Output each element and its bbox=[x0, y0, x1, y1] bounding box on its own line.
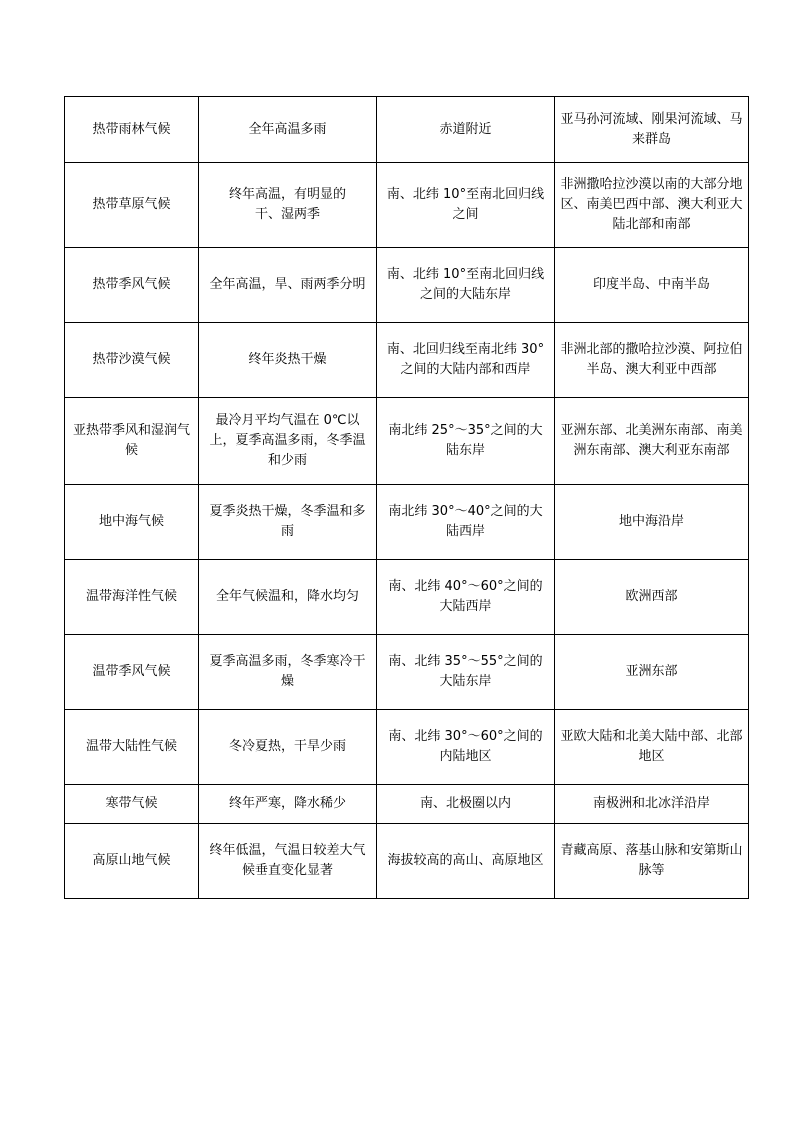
climate-location-cell: 南北纬 25°～35°之间的大陆东岸 bbox=[377, 398, 555, 485]
climate-features-cell: 夏季炎热干燥，冬季温和多雨 bbox=[199, 485, 377, 560]
climate-type-cell: 热带沙漠气候 bbox=[65, 323, 199, 398]
climate-location-cell: 南、北纬 35°～55°之间的大陆东岸 bbox=[377, 635, 555, 710]
table-row bbox=[65, 323, 749, 398]
table-row bbox=[65, 560, 749, 635]
climate-location-cell: 南北纬 30°～40°之间的大陆西岸 bbox=[377, 485, 555, 560]
climate-features-cell: 终年炎热干燥 bbox=[199, 323, 377, 398]
climate-table bbox=[64, 96, 749, 899]
table-row bbox=[65, 248, 749, 323]
climate-type-cell: 温带海洋性气候 bbox=[65, 560, 199, 635]
climate-location-cell: 赤道附近 bbox=[377, 97, 555, 163]
climate-location-cell: 南、北回归线至南北纬 30°之间的大陆内部和西岸 bbox=[377, 323, 555, 398]
climate-features-cell: 夏季高温多雨，冬季寒冷干燥 bbox=[199, 635, 377, 710]
table-row bbox=[65, 824, 749, 899]
table-row bbox=[65, 785, 749, 824]
climate-distribution-cell: 南极洲和北冰洋沿岸 bbox=[555, 785, 749, 824]
climate-type-cell: 热带草原气候 bbox=[65, 163, 199, 248]
climate-distribution-cell: 亚马孙河流域、刚果河流域、马来群岛 bbox=[555, 97, 749, 163]
climate-features-cell: 终年严寒，降水稀少 bbox=[199, 785, 377, 824]
climate-type-cell: 寒带气候 bbox=[65, 785, 199, 824]
climate-features-cell: 终年低温，气温日较差大气候垂直变化显著 bbox=[199, 824, 377, 899]
table-row bbox=[65, 485, 749, 560]
climate-location-cell: 海拔较高的高山、高原地区 bbox=[377, 824, 555, 899]
climate-location-cell: 南、北极圈以内 bbox=[377, 785, 555, 824]
climate-location-cell: 南、北纬 30°～60°之间的内陆地区 bbox=[377, 710, 555, 785]
table-row bbox=[65, 710, 749, 785]
climate-features-line: 终年高温，有明显的 bbox=[228, 187, 346, 202]
climate-features-line: 干、湿两季 bbox=[254, 207, 320, 222]
climate-location-cell: 南、北纬 40°～60°之间的大陆西岸 bbox=[377, 560, 555, 635]
climate-location-cell: 南、北纬 10°至南北回归线之间 bbox=[377, 163, 555, 248]
climate-distribution-cell: 欧洲西部 bbox=[555, 560, 749, 635]
climate-type-cell: 温带季风气候 bbox=[65, 635, 199, 710]
climate-type-cell: 亚热带季风和湿润气候 bbox=[65, 398, 199, 485]
climate-distribution-cell: 印度半岛、中南半岛 bbox=[555, 248, 749, 323]
climate-distribution-cell: 地中海沿岸 bbox=[555, 485, 749, 560]
climate-distribution-cell: 亚洲东部 bbox=[555, 635, 749, 710]
table-row bbox=[65, 635, 749, 710]
climate-distribution-cell: 亚欧大陆和北美大陆中部、北部地区 bbox=[555, 710, 749, 785]
table-row bbox=[65, 97, 749, 163]
table-row bbox=[65, 398, 749, 485]
climate-type-cell: 高原山地气候 bbox=[65, 824, 199, 899]
climate-type-cell: 温带大陆性气候 bbox=[65, 710, 199, 785]
climate-type-cell: 热带雨林气候 bbox=[65, 97, 199, 163]
climate-type-cell: 热带季风气候 bbox=[65, 248, 199, 323]
climate-features-cell: 全年高温，旱、雨两季分明 bbox=[199, 248, 377, 323]
climate-distribution-cell: 青藏高原、落基山脉和安第斯山脉等 bbox=[555, 824, 749, 899]
climate-type-cell: 地中海气候 bbox=[65, 485, 199, 560]
climate-features-cell: 全年气候温和，降水均匀 bbox=[199, 560, 377, 635]
table-row bbox=[65, 163, 749, 248]
climate-features-cell bbox=[199, 163, 377, 248]
climate-features-cell: 全年高温多雨 bbox=[199, 97, 377, 163]
climate-features-cell: 冬冷夏热，干旱少雨 bbox=[199, 710, 377, 785]
climate-features-cell: 最冷月平均气温在 0℃以上，夏季高温多雨，冬季温和少雨 bbox=[199, 398, 377, 485]
climate-distribution-cell: 亚洲东部、北美洲东南部、南美洲东南部、澳大利亚东南部 bbox=[555, 398, 749, 485]
climate-distribution-cell: 非洲北部的撒哈拉沙漠、阿拉伯半岛、澳大利亚中西部 bbox=[555, 323, 749, 398]
climate-distribution-cell: 非洲撒哈拉沙漠以南的大部分地区、南美巴西中部、澳大利亚大陆北部和南部 bbox=[555, 163, 749, 248]
climate-location-cell: 南、北纬 10°至南北回归线之间的大陆东岸 bbox=[377, 248, 555, 323]
